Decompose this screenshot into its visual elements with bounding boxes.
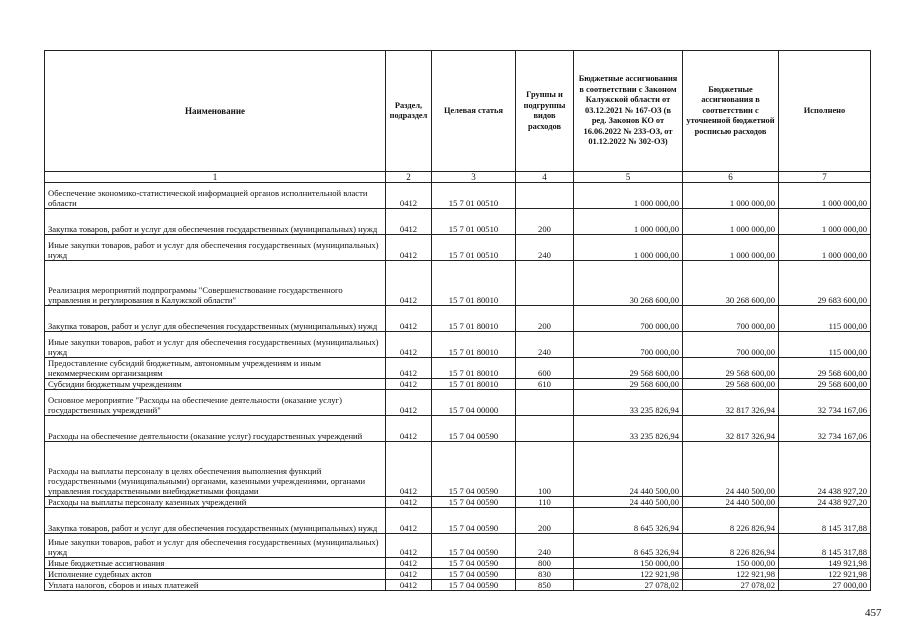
row-law-allocation: 29 568 600,00 — [574, 358, 683, 379]
row-law-allocation: 33 235 826,94 — [574, 390, 683, 416]
row-group — [516, 416, 574, 442]
table-row — [45, 209, 871, 235]
table-row — [45, 508, 871, 534]
row-article: 15 7 04 00590 — [432, 558, 516, 569]
row-schedule-allocation: 30 268 600,00 — [683, 261, 779, 306]
table-row — [45, 306, 871, 332]
row-law-allocation: 29 568 600,00 — [574, 379, 683, 390]
row-executed: 29 683 600,00 — [779, 261, 871, 306]
row-section: 0412 — [386, 235, 432, 261]
row-executed: 149 921,98 — [779, 558, 871, 569]
row-name: Иные закупки товаров, работ и услуг для обеспечения государственных (муниципальных) нужд — [45, 235, 386, 261]
row-name: Расходы на выплаты персоналу казенных учреждений — [45, 497, 386, 508]
row-executed: 115 000,00 — [779, 306, 871, 332]
row-name: Иные закупки товаров, работ и услуг для обеспечения государственных (муниципальных) нужд — [45, 332, 386, 358]
row-name: Предоставление субсидий бюджетным, автономным учреждениям и иным некоммерческим организациям — [45, 358, 386, 379]
row-schedule-allocation: 1 000 000,00 — [683, 209, 779, 235]
row-section: 0412 — [386, 534, 432, 558]
header-article: Целевая статья — [432, 51, 516, 172]
row-name: Основное мероприятие "Расходы на обеспечение деятельности (оказание услуг) государственных учреждений" — [45, 390, 386, 416]
row-law-allocation: 8 645 326,94 — [574, 534, 683, 558]
row-schedule-allocation: 1 000 000,00 — [683, 183, 779, 209]
table-row — [45, 390, 871, 416]
row-name: Реализация мероприятий подпрограммы "Совершенствование государственного управления и регулирования в Калужской области" — [45, 261, 386, 306]
row-schedule-allocation: 29 568 600,00 — [683, 358, 779, 379]
column-number: 4 — [516, 172, 574, 183]
row-section: 0412 — [386, 379, 432, 390]
row-executed: 1 000 000,00 — [779, 209, 871, 235]
row-name: Исполнение судебных актов — [45, 569, 386, 580]
row-group: 200 — [516, 306, 574, 332]
column-number: 7 — [779, 172, 871, 183]
row-name: Иные закупки товаров, работ и услуг для обеспечения государственных (муниципальных) нужд — [45, 534, 386, 558]
table-row — [45, 235, 871, 261]
row-law-allocation: 1 000 000,00 — [574, 235, 683, 261]
row-article: 15 7 04 00590 — [432, 497, 516, 508]
row-schedule-allocation: 24 440 500,00 — [683, 497, 779, 508]
header-name: Наименование — [45, 51, 386, 172]
row-article: 15 7 01 80010 — [432, 379, 516, 390]
table-row — [45, 569, 871, 580]
row-law-allocation: 1 000 000,00 — [574, 209, 683, 235]
row-executed: 29 568 600,00 — [779, 358, 871, 379]
row-article: 15 7 01 00510 — [432, 209, 516, 235]
row-name: Уплата налогов, сборов и иных платежей — [45, 580, 386, 591]
row-name: Закупка товаров, работ и услуг для обеспечения государственных (муниципальных) нужд — [45, 508, 386, 534]
header-law-allocations: Бюджетные ассигнования в соответствии с Законом Калужской области от 03.12.2021 № 167-ОЗ (в ред. Законов КО от 16.06.2022 № 233-ОЗ, от 01.12.2022 № 302-ОЗ) — [574, 51, 683, 172]
row-section: 0412 — [386, 306, 432, 332]
table-row — [45, 558, 871, 569]
row-schedule-allocation: 32 817 326,94 — [683, 390, 779, 416]
row-schedule-allocation: 700 000,00 — [683, 306, 779, 332]
row-executed: 8 145 317,88 — [779, 508, 871, 534]
header-section: Раздел, подраздел — [386, 51, 432, 172]
header-schedule-allocations: Бюджетные ассигнования в соответствии с уточненной бюджетной росписью расходов — [683, 51, 779, 172]
row-executed: 1 000 000,00 — [779, 183, 871, 209]
row-schedule-allocation: 122 921,98 — [683, 569, 779, 580]
row-section: 0412 — [386, 580, 432, 591]
row-section: 0412 — [386, 332, 432, 358]
row-group: 200 — [516, 508, 574, 534]
row-section: 0412 — [386, 261, 432, 306]
row-law-allocation: 700 000,00 — [574, 306, 683, 332]
row-group: 100 — [516, 442, 574, 497]
table-row — [45, 497, 871, 508]
table-row — [45, 183, 871, 209]
row-executed: 29 568 600,00 — [779, 379, 871, 390]
budget-table-sheet — [44, 50, 870, 591]
row-schedule-allocation: 1 000 000,00 — [683, 235, 779, 261]
header-group: Группы и подгруппы видов расходов — [516, 51, 574, 172]
row-article: 15 7 04 00590 — [432, 442, 516, 497]
row-name: Иные бюджетные ассигнования — [45, 558, 386, 569]
row-section: 0412 — [386, 358, 432, 379]
table-row — [45, 534, 871, 558]
row-section: 0412 — [386, 442, 432, 497]
row-law-allocation: 700 000,00 — [574, 332, 683, 358]
row-group: 850 — [516, 580, 574, 591]
table-body — [45, 172, 871, 591]
row-article: 15 7 04 00590 — [432, 416, 516, 442]
table-row — [45, 261, 871, 306]
column-number: 3 — [432, 172, 516, 183]
row-group: 610 — [516, 379, 574, 390]
row-article: 15 7 04 00590 — [432, 508, 516, 534]
row-schedule-allocation: 24 440 500,00 — [683, 442, 779, 497]
row-schedule-allocation: 8 226 826,94 — [683, 508, 779, 534]
row-section: 0412 — [386, 390, 432, 416]
row-executed: 24 438 927,20 — [779, 442, 871, 497]
table-row — [45, 442, 871, 497]
row-executed: 1 000 000,00 — [779, 235, 871, 261]
table-row — [45, 379, 871, 390]
row-schedule-allocation: 27 078,02 — [683, 580, 779, 591]
table-row — [45, 580, 871, 591]
row-executed: 115 000,00 — [779, 332, 871, 358]
column-number: 1 — [45, 172, 386, 183]
row-group: 800 — [516, 558, 574, 569]
row-section: 0412 — [386, 209, 432, 235]
row-article: 15 7 04 00000 — [432, 390, 516, 416]
column-number: 6 — [683, 172, 779, 183]
row-section: 0412 — [386, 183, 432, 209]
table-header-row — [45, 51, 871, 172]
row-article: 15 7 01 00510 — [432, 235, 516, 261]
row-name: Закупка товаров, работ и услуг для обеспечения государственных (муниципальных) нужд — [45, 209, 386, 235]
row-group — [516, 261, 574, 306]
table-row — [45, 416, 871, 442]
column-number: 2 — [386, 172, 432, 183]
row-section: 0412 — [386, 497, 432, 508]
budget-table — [44, 50, 871, 591]
row-executed: 32 734 167,06 — [779, 390, 871, 416]
table-row — [45, 332, 871, 358]
row-article: 15 7 01 80010 — [432, 332, 516, 358]
row-executed: 122 921,98 — [779, 569, 871, 580]
row-law-allocation: 1 000 000,00 — [574, 183, 683, 209]
row-executed: 27 000,00 — [779, 580, 871, 591]
row-group: 830 — [516, 569, 574, 580]
row-schedule-allocation: 29 568 600,00 — [683, 379, 779, 390]
row-article: 15 7 04 00590 — [432, 534, 516, 558]
row-section: 0412 — [386, 508, 432, 534]
row-group: 110 — [516, 497, 574, 508]
row-law-allocation: 30 268 600,00 — [574, 261, 683, 306]
row-schedule-allocation: 700 000,00 — [683, 332, 779, 358]
row-article: 15 7 01 00510 — [432, 183, 516, 209]
row-article: 15 7 01 80010 — [432, 358, 516, 379]
row-section: 0412 — [386, 416, 432, 442]
column-number-row — [45, 172, 871, 183]
row-executed: 8 145 317,88 — [779, 534, 871, 558]
row-group: 240 — [516, 534, 574, 558]
row-executed: 32 734 167,06 — [779, 416, 871, 442]
row-schedule-allocation: 150 000,00 — [683, 558, 779, 569]
row-article: 15 7 01 80010 — [432, 306, 516, 332]
row-group — [516, 183, 574, 209]
row-group — [516, 390, 574, 416]
row-schedule-allocation: 8 226 826,94 — [683, 534, 779, 558]
row-group: 200 — [516, 209, 574, 235]
row-law-allocation: 24 440 500,00 — [574, 497, 683, 508]
row-article: 15 7 04 00590 — [432, 580, 516, 591]
row-group: 600 — [516, 358, 574, 379]
row-section: 0412 — [386, 569, 432, 580]
row-law-allocation: 150 000,00 — [574, 558, 683, 569]
row-law-allocation: 8 645 326,94 — [574, 508, 683, 534]
row-law-allocation: 122 921,98 — [574, 569, 683, 580]
row-name: Расходы на выплаты персоналу в целях обеспечения выполнения функций государственными (муниципальными) органами, казенными учреждениями, органами управления государственными внебюджетными фондами — [45, 442, 386, 497]
header-executed: Исполнено — [779, 51, 871, 172]
row-name: Обеспечение экономико-статистической информацией органов исполнительной власти области — [45, 183, 386, 209]
row-group: 240 — [516, 332, 574, 358]
row-name: Закупка товаров, работ и услуг для обеспечения государственных (муниципальных) нужд — [45, 306, 386, 332]
row-name: Расходы на обеспечение деятельности (оказание услуг) государственных учреждений — [45, 416, 386, 442]
page-number: 457 — [865, 607, 882, 619]
row-section: 0412 — [386, 558, 432, 569]
row-group: 240 — [516, 235, 574, 261]
row-schedule-allocation: 32 817 326,94 — [683, 416, 779, 442]
row-article: 15 7 04 00590 — [432, 569, 516, 580]
table-row — [45, 358, 871, 379]
row-article: 15 7 01 80010 — [432, 261, 516, 306]
row-name: Субсидии бюджетным учреждениям — [45, 379, 386, 390]
row-law-allocation: 24 440 500,00 — [574, 442, 683, 497]
row-executed: 24 438 927,20 — [779, 497, 871, 508]
row-law-allocation: 33 235 826,94 — [574, 416, 683, 442]
column-number: 5 — [574, 172, 683, 183]
row-law-allocation: 27 078,02 — [574, 580, 683, 591]
